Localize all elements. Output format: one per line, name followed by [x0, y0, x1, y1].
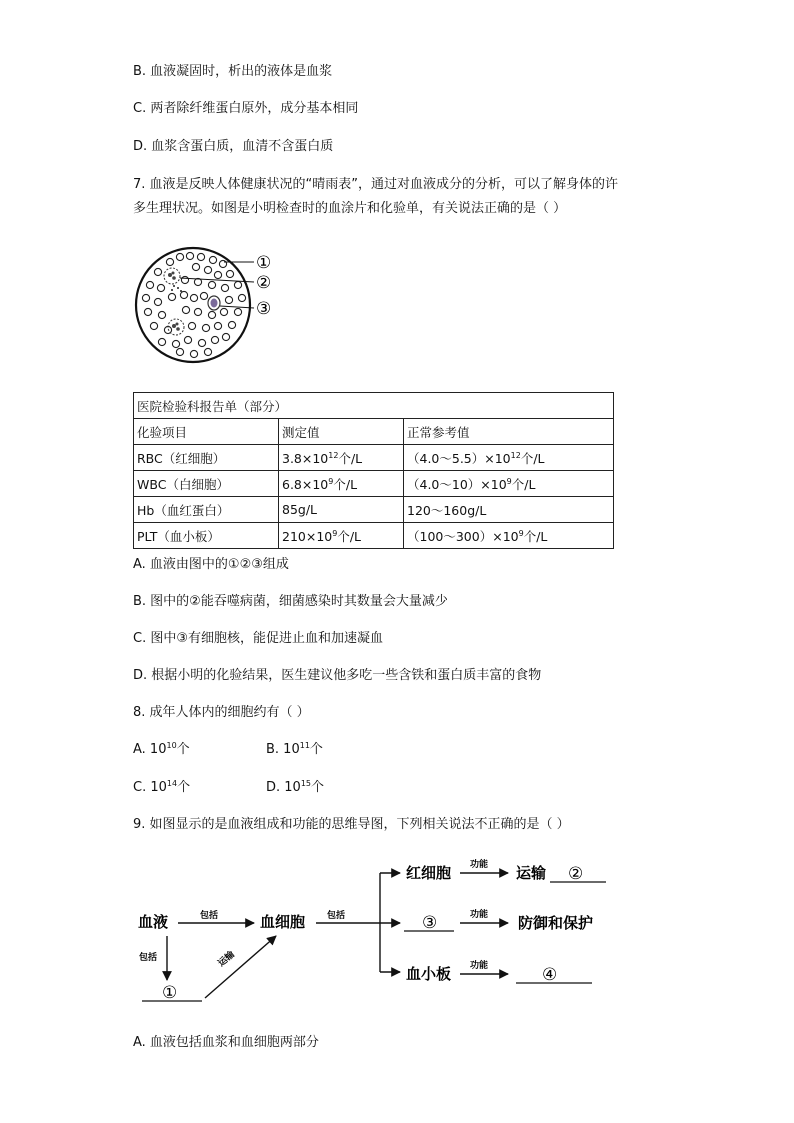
- q6-option-d: D. 血浆含蛋白质，血清不含蛋白质: [133, 139, 334, 154]
- q7-option-c: C. 图中③有细胞核，能促进止血和加速凝血: [133, 631, 383, 646]
- row-value: $210\times 10^9$个/L: [279, 523, 404, 549]
- table-row: [134, 497, 614, 523]
- q6-option-c: C. 两者除纤维蛋白原外，成分基本相同: [133, 101, 359, 116]
- row-value: $6.8\times 10^9$个/L: [279, 471, 404, 497]
- header-value: 测定值: [279, 419, 404, 445]
- q8-option-d: D. $10^{15}$个: [266, 779, 325, 795]
- lab-report-table: [133, 392, 614, 549]
- table-row: [134, 445, 614, 471]
- map-blank-3: ③: [422, 913, 438, 933]
- q7-stem-line1: 7. 血液是反映人体健康状况的“晴雨表”，通过对血液成分的分析，可以了解身体的许: [133, 177, 619, 192]
- q9-stem: 9. 如图显示的是血液组成和功能的思维导图，下列相关说法不正确的是（ ）: [133, 817, 570, 832]
- row-reference: $(4.0\sim 10)\times 10^9$个/L: [404, 471, 614, 497]
- q7-option-a: A. 血液由图中的①②③组成: [133, 557, 289, 572]
- map-function-3: 功能: [470, 961, 489, 971]
- map-blank-2: ②: [568, 864, 584, 884]
- map-include-3: 包括: [327, 911, 346, 921]
- map-blank-4: ④: [542, 965, 558, 985]
- blood-smear-figure: [128, 240, 288, 370]
- map-rbc: 红细胞: [406, 864, 452, 882]
- figure-label-3: ③: [256, 299, 272, 319]
- blood-mind-map: [130, 848, 620, 1010]
- figure-label-1: ①: [256, 253, 272, 273]
- header-reference: 正常参考值: [404, 419, 614, 445]
- row-reference: $(100\sim 300)\times 10^9$个/L: [404, 523, 614, 549]
- header-item: 化验项目: [134, 419, 279, 445]
- map-transport: 运输: [516, 864, 547, 882]
- row-item: RBC（红细胞）: [134, 445, 279, 471]
- map-function-2: 功能: [470, 910, 489, 920]
- q9-option-a: A. 血液包括血浆和血细胞两部分: [133, 1035, 319, 1050]
- report-title: 医院检验科报告单（部分）: [134, 393, 614, 419]
- map-function-1: 功能: [470, 860, 489, 870]
- q6-option-b: B. 血液凝固时，析出的液体是血浆: [133, 64, 333, 79]
- q8-option-b: B. $10^{11}$个: [266, 741, 323, 757]
- row-item: PLT（血小板）: [134, 523, 279, 549]
- row-reference: $(4.0\sim 5.5)\times 10^{12}$个/L: [404, 445, 614, 471]
- figure-label-2: ②: [256, 273, 272, 293]
- row-item: Hb（血红蛋白）: [134, 497, 279, 523]
- row-reference: 120～160g/L: [404, 497, 614, 523]
- table-row: [134, 523, 614, 549]
- map-transport-label: 运输: [216, 949, 237, 969]
- map-defense: 防御和保护: [518, 914, 594, 932]
- map-include-1: 包括: [200, 911, 219, 921]
- map-blood-cells: 血细胞: [260, 913, 306, 931]
- table-row: [134, 471, 614, 497]
- q8-stem: 8. 成年人体内的细胞约有（ ）: [133, 705, 310, 720]
- row-item: WBC（白细胞）: [134, 471, 279, 497]
- map-include-2: 包括: [139, 953, 158, 963]
- map-blank-1: ①: [162, 983, 178, 1003]
- row-value: 85g/L: [279, 497, 404, 523]
- map-platelet: 血小板: [406, 965, 452, 983]
- q7-option-b: B. 图中的②能吞噬病菌，细菌感染时其数量会大量减少: [133, 594, 448, 609]
- row-value: $3.8\times 10^{12}$个/L: [279, 445, 404, 471]
- q7-option-d: D. 根据小明的化验结果，医生建议他多吃一些含铁和蛋白质丰富的食物: [133, 668, 542, 683]
- q8-option-c: C. $10^{14}$个: [133, 779, 191, 795]
- q7-stem-line2: 多生理状况。如图是小明检查时的血涂片和化验单，有关说法正确的是（ ）: [133, 201, 567, 216]
- map-blood: 血液: [138, 913, 169, 931]
- q8-option-a: A. $10^{10}$个: [133, 741, 190, 757]
